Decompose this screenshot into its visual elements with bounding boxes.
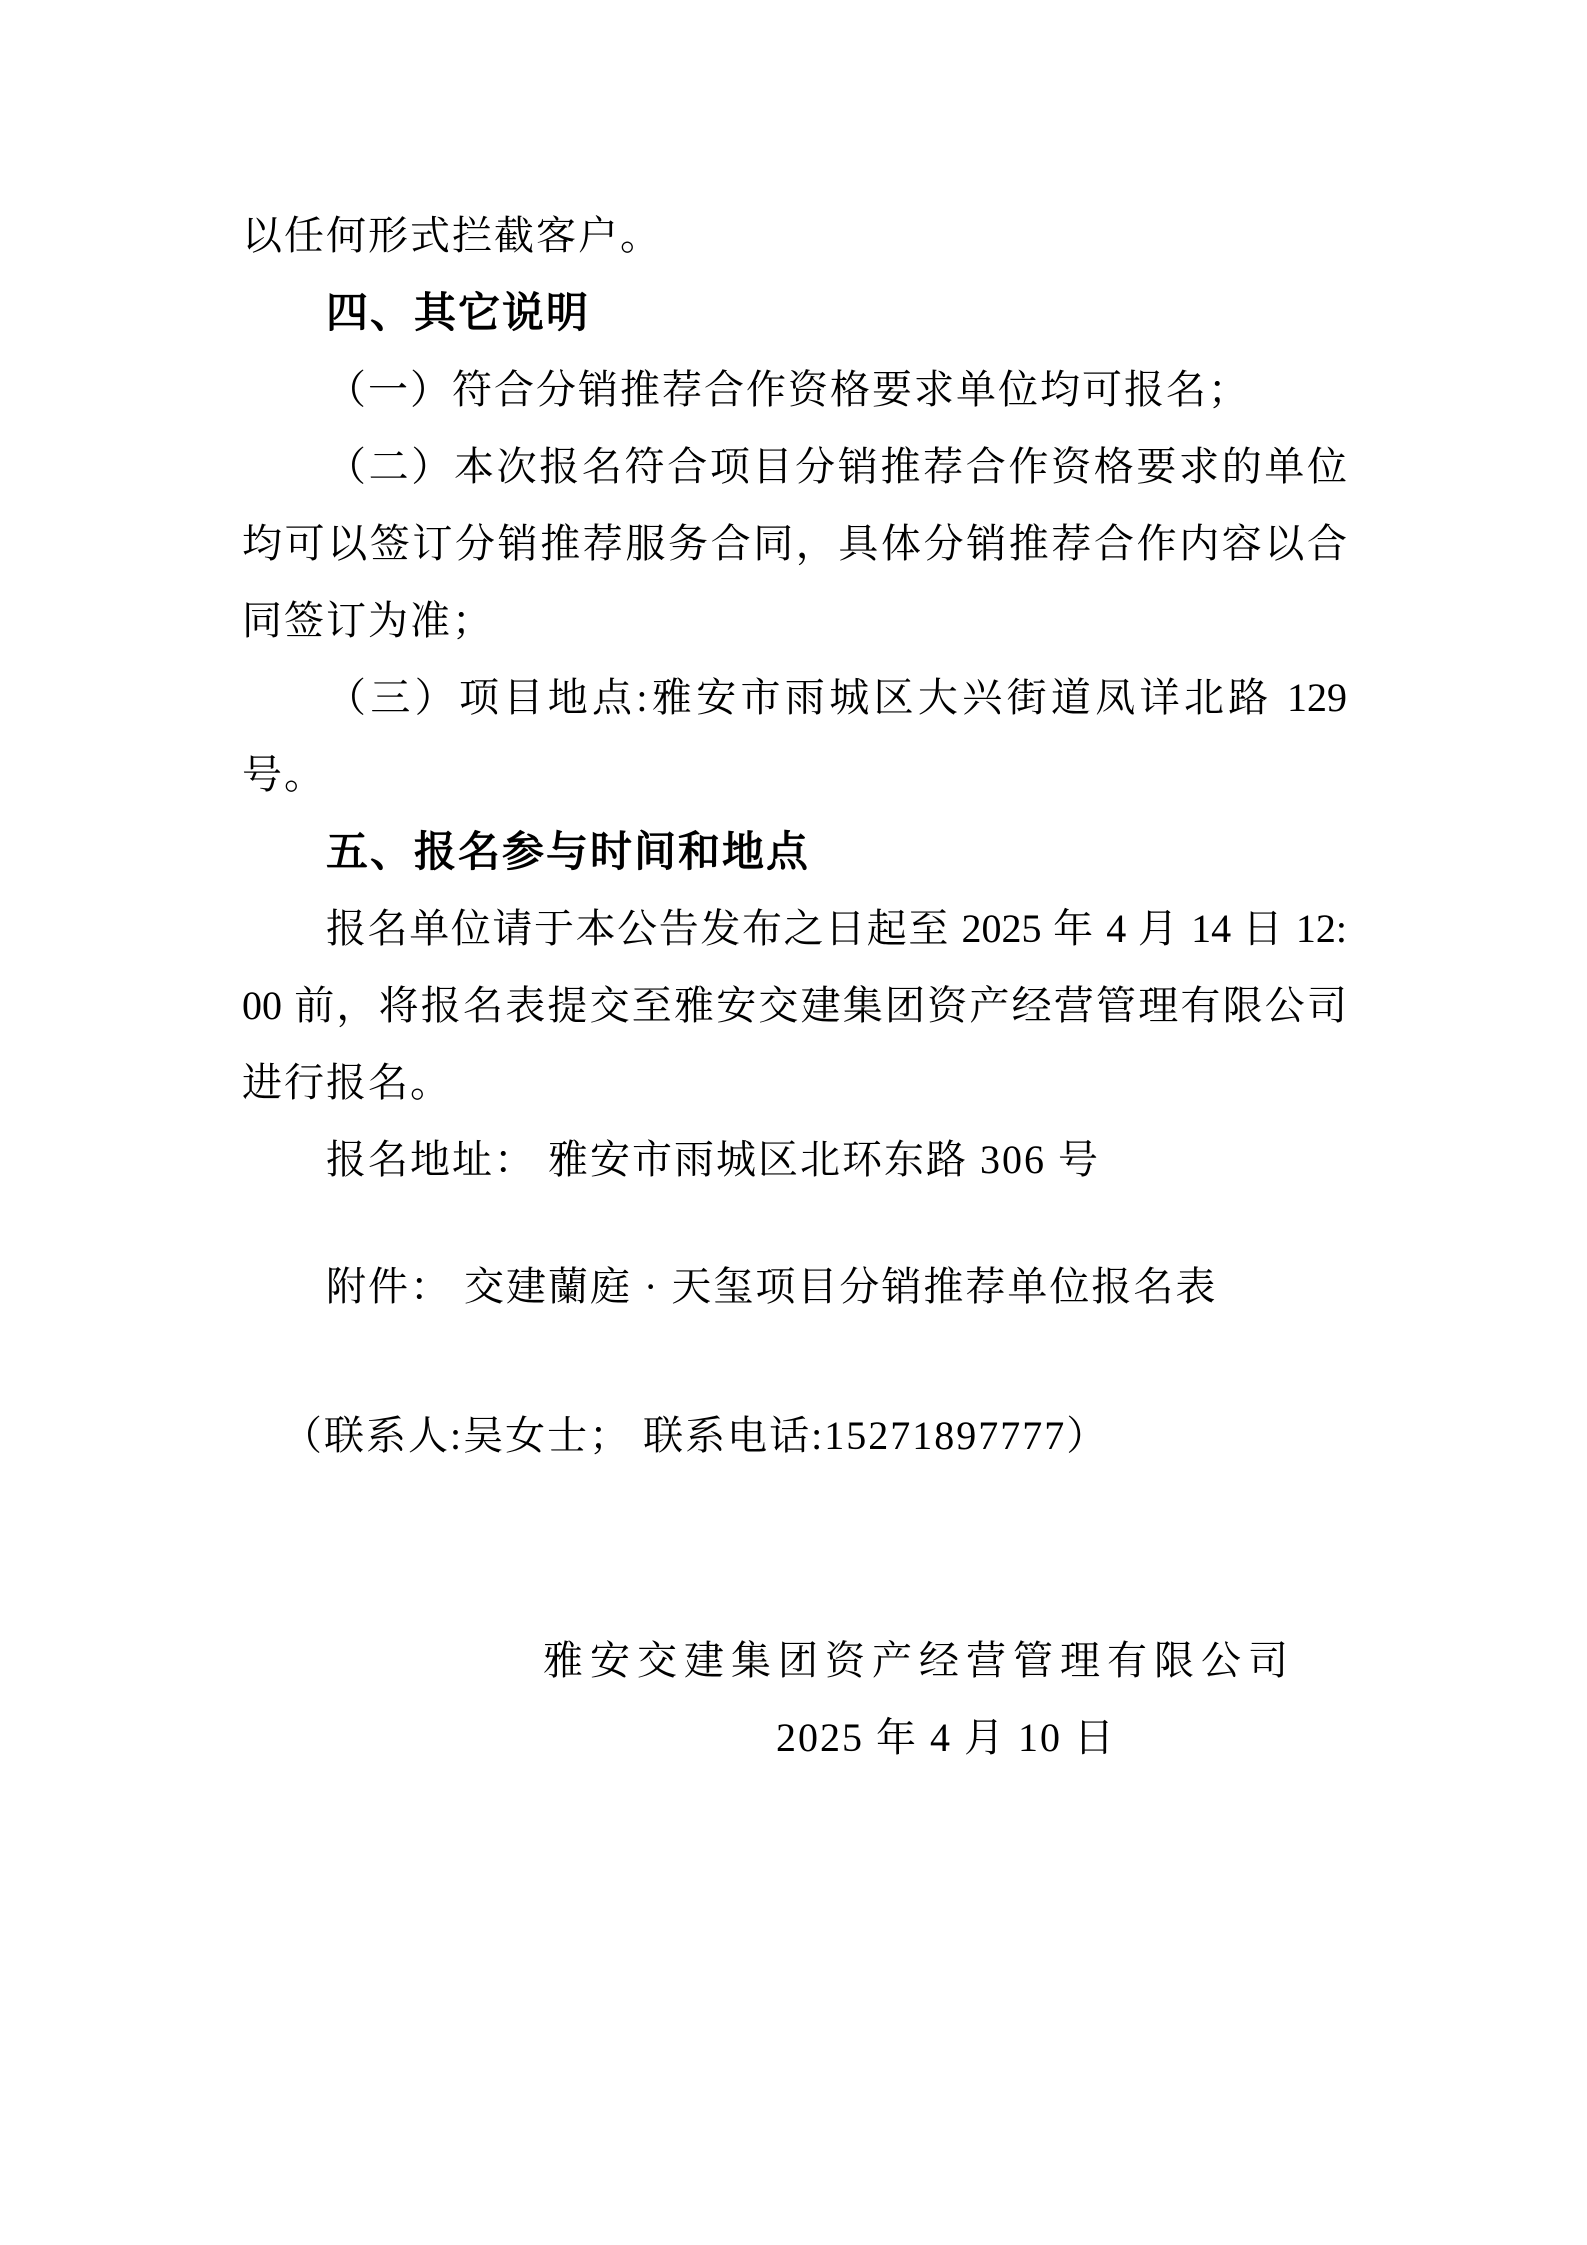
document-text-area [242,197,1347,1776]
section-4-item-3-line-2: 号。 [242,752,326,797]
contact-line: （联系人:吴女士； 联系电话:15271897777） [282,1413,1109,1458]
section-4-item-3-line-1: （三）项目地点:雅安市雨城区大兴街道凤详北路 129 [326,675,1347,720]
section-4-item-2-line-3: 同签订为准； [242,598,494,643]
section-4-item-2-line-1: （二）本次报名符合项目分销推荐合作资格要求的单位 [326,444,1347,489]
attachment-line: 附件： 交建蘭庭 · 天玺项目分销推荐单位报名表 [326,1264,1218,1309]
section-4-item-1: （一）符合分销推荐合作资格要求单位均可报名； [326,367,1250,412]
section-5-paragraph-line-3: 进行报名。 [242,1060,452,1105]
section-4-item-2-line-2: 均可以签订分销推荐服务合同，具体分销推荐合作内容以合 [242,521,1347,566]
paragraph-tail-line: 以任何形式拦截客户。 [242,213,662,258]
section-5-heading: 五、报名参与时间和地点 [326,828,811,875]
section-5-paragraph-line-2: 00 前，将报名表提交至雅安交建集团资产经营管理有限公司 [242,983,1347,1028]
signature-company: 雅安交建集团资产经营管理有限公司 [543,1638,1295,1683]
signature-date: 2025 年 4 月 10 日 [776,1715,1116,1760]
registration-address-line: 报名地址： 雅安市雨城区北环东路 306 号 [326,1137,1100,1182]
section-5-paragraph-line-1: 报名单位请于本公告发布之日起至 2025 年 4 月 14 日 12: [326,906,1347,951]
section-4-heading: 四、其它说明 [326,289,591,336]
